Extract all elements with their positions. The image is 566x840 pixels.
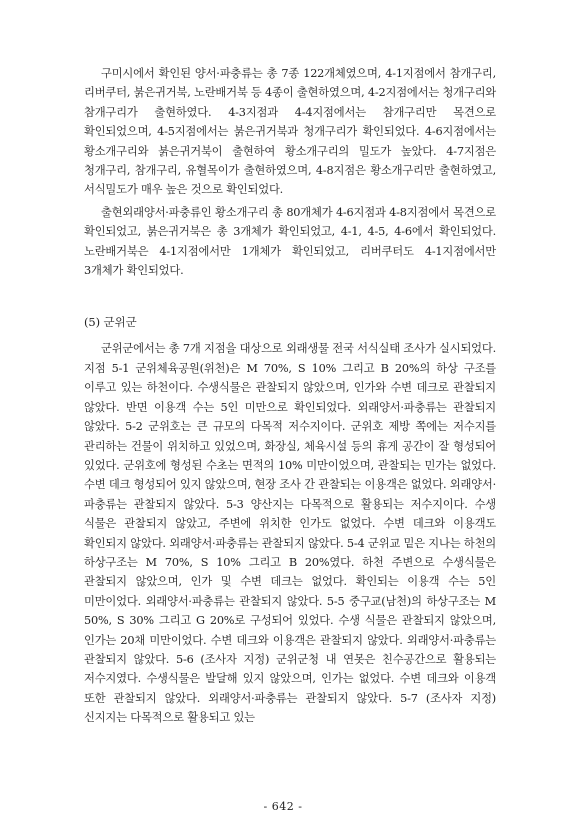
paragraph-gunwi-survey: 군위군에서는 총 7개 지점을 대상으로 외래생물 전국 서식실태 조사가 실시되었다. 지점 5-1 군위체육공원(위천)은 M 70%, S 10% 그리고 B 20%의 하상 구조를 이루고 있는 하천이다. 수생식물은 관찰되지 않았으며, 인가와 수변 데크로 관찰되지 않았다. 반면 이용객 수는 5인 미만으로 확인되었다. 외래양서·파충류는 관찰되지 않았다. 5-2 군위호는 큰 규모의 다목적 저수지이다. 군위호 제방 쪽에는 저수지를 관리하는 건물이 위치하고 있었으며, 화장실, 체육시설 등의 휴게 공간이 잘 형성되어 있었다. 군위호에 형성된 수초는 면적의 10% 미만이었으며, 관찰되는 민가는 없었다. 수변 데크 형성되어 있지 않았으며, 현장 조사 간 관찰되는 이용객은 없었다. 외래양서·파충류는 관찰되지 않았다. 5-3 양산지는 다목적으로 활용되는 저수지이다. 수생 식물은 관찰되지 않았고, 주변에 위치한 인가도 없었다. 수변 데크와 이용객도 확인되지 않았다. 외래양서·파충류는 관찰되지 않았다. 5-4 군위교 밑은 지나는 하천의 하상구조는 M 70%, S 10% 그리고 B 20%였다. 하천 주변으로 수생식물은 관찰되지 않았으며, 인가 및 수변 데크는 없었다. 확인되는 이용객 수는 5인 미만이었다. 외래양서·파충류는 관찰되지 않았다. 5-5 중구교(남천)의 하상구조는 M 50%, S 30% 그리고 G 20%로 구성되어 있었다. 수생 식물은 관찰되지 않았으며, 인가는 20채 미만이었다. 수변 데크와 이용객은 관찰되지 않았다. 외래양서·파충류는 관찰되지 않았다. 5-6 (조사자 지정) 군위군청 내 연못은 친수공간으로 활용되는 저수지였다. 수생식물은 발달해 있지 않았으며, 인가는 없었다. 수변 데크와 이용객 또한 관찰되지 않았다. 외래양서·파충류는 관찰되지 않았다. 5-7 (조사자 지정) 신지지는 다목적으로 활용되고 있는 — [84, 342, 496, 725]
document-body — [84, 64, 496, 728]
paragraph-gumi-survey: 구미시에서 확인된 양서·파충류는 총 7종 122개체였으며, 4-1지점에서 참개구리, 리버쿠터, 붉은귀거북, 노란배거북 등 4종이 출현하였으며, 4-2지점에서는 청개구리와 참개구리가 출현하였다. 4-3지점과 4-4지점에서는 참개구리만 목견으로 확인되었으며, 4-5지점에서는 붉은귀거북과 청개구리가 확인되었다. 4-6지점에서는 황소개구리와 붉은귀거북이 출현하여 황소개구리의 밀도가 높았다. 4-7지점은 청개구리, 참개구리, 유혈목이가 출현하였으며, 4-8지점은 황소개구리만 출현하였고, 서식밀도가 매우 높은 것으로 확인되었다. — [84, 67, 497, 197]
paragraph-invasive-species-summary: 출현외래양서·파충류인 황소개구리 총 80개체가 4-6지점과 4-8지점에서 목견으로 확인되었고, 붉은귀거북은 총 3개체가 확인되었고, 4-1, 4-5, 4-6에서 확인되었다. 노란배거북은 4-1지점에서만 1개체가 확인되었고, 리버쿠터도 4-1지점에서만 3개체가 확인되었다. — [84, 205, 496, 278]
page-number: - 642 - — [263, 800, 303, 813]
section-heading-gunwi: (5) 군위군 — [84, 315, 137, 330]
